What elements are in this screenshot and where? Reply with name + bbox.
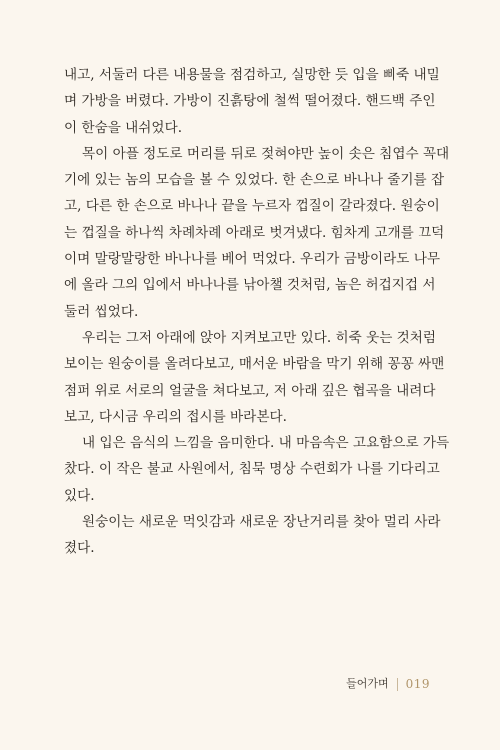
body-line: 내고, 서둘러 다른 내용물을 점검하고, 실망한 듯 입을 삐죽 내밀 [64, 67, 440, 83]
body-line: 졌다. [64, 540, 95, 557]
section-title: 들어가며 [346, 677, 389, 690]
body-line: 보이는 원숭이를 올려다보고, 매서운 바람을 막기 위해 꽁꽁 싸맨 [64, 356, 445, 373]
body-line: 점퍼 위로 서로의 얼굴을 쳐다보고, 저 아래 깊은 협곡을 내려다 [64, 382, 436, 399]
body-line: 에 올라 그의 입에서 바나나를 낚아챌 것처럼, 놈은 허겁지겁 서 [64, 277, 436, 294]
body-line: 보고, 다시금 우리의 접시를 바라본다. [64, 408, 287, 425]
page-number: 019 [405, 677, 430, 691]
footer-divider [397, 678, 398, 691]
body-line: 둘러 씹었다. [64, 303, 139, 320]
body-line: 목이 아플 정도로 머리를 뒤로 젖혀야만 높이 솟은 침엽수 꼭대 [82, 145, 450, 162]
body-line: 찼다. 이 작은 불교 사원에서, 침묵 명상 수련회가 나를 기다리고 [64, 461, 440, 478]
body-line: 이 한숨을 내쉬었다. [64, 119, 183, 136]
page-body [64, 62, 450, 562]
body-line: 내 입은 음식의 느낌을 음미한다. 내 마음속은 고요함으로 가득 [82, 435, 450, 452]
body-line: 며 가방을 버렸다. 가방이 진흙탕에 철썩 떨어졌다. 핸드백 주인 [64, 93, 436, 110]
body-line: 기에 있는 놈의 모습을 볼 수 있었다. 한 손으로 바나나 줄기를 잡 [64, 172, 445, 189]
page-footer [346, 676, 430, 692]
body-line: 우리는 그저 아래에 앉아 지켜보고만 있다. 히죽 웃는 것처럼 [82, 329, 437, 346]
body-line: 있다. [64, 487, 95, 504]
body-line: 원숭이는 새로운 먹잇감과 새로운 장난거리를 찾아 멀리 사라 [82, 514, 441, 531]
body-line: 는 껍질을 하나씩 차례차례 아래로 벗겨냈다. 힘차게 고개를 끄덕 [64, 224, 445, 241]
body-line: 고, 다른 한 손으로 바나나 끝을 누르자 껍질이 갈라졌다. 원숭이 [64, 198, 440, 215]
body-line: 이며 말랑말랑한 바나나를 베어 먹었다. 우리가 금방이라도 나무 [64, 251, 440, 268]
